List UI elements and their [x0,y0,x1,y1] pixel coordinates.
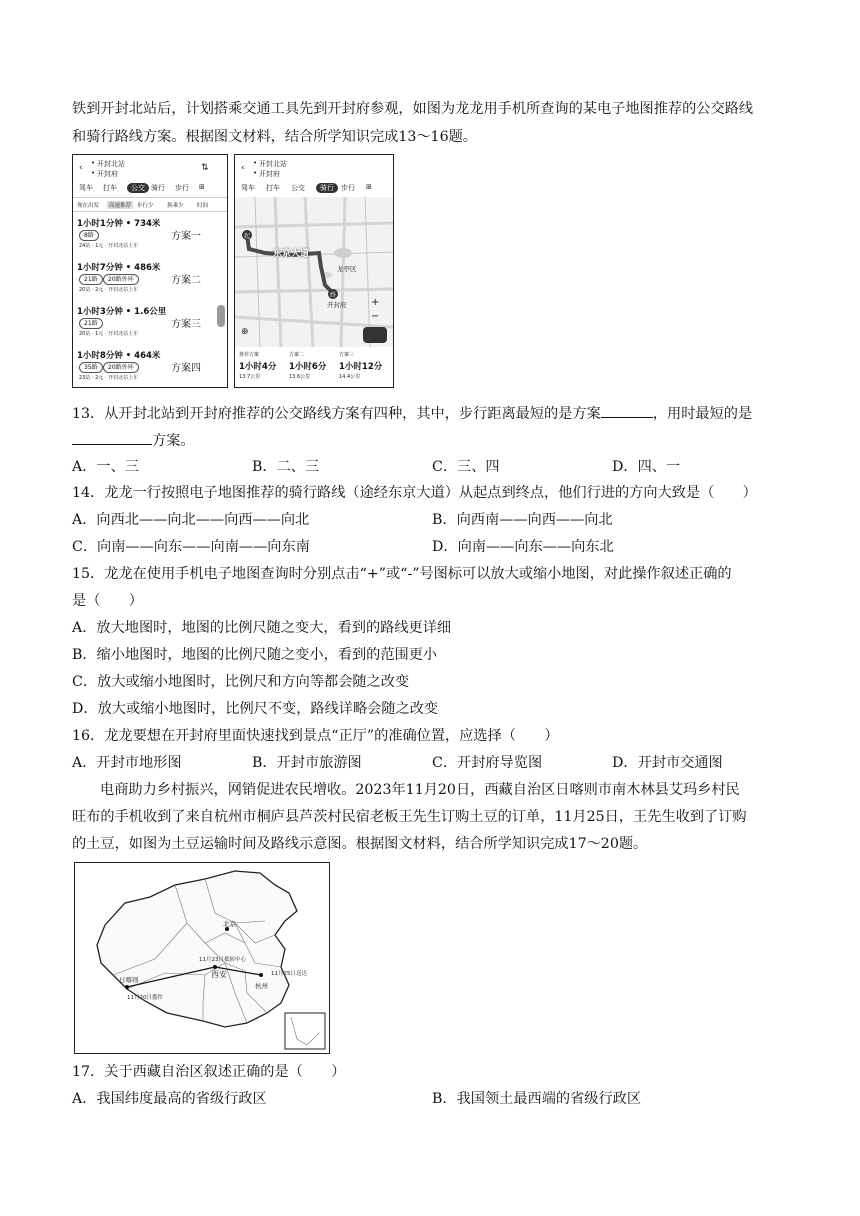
plan-summary[interactable]: 1小时3分钟 • 1.6公里 [77,307,167,317]
road-label: 东京大道 [273,249,310,259]
q13-line1 [72,403,752,423]
filter-item[interactable]: 高速推荐 [109,203,132,209]
cycling-option-time[interactable]: 1小时6分 [289,362,327,372]
q16-option-c[interactable]: C．开封府导览图 [432,755,543,771]
intro2-line2: 旺布的手机收到了来自杭州市桐庐县芦茨村民宿老板王先生订购土豆的订单，11月25日，王先生收到了订购 [72,809,747,825]
rikaze-note: 11月20日揽件 [127,995,163,1001]
q16-option-b[interactable]: B．开封市旅游图 [252,755,362,771]
intro2-line3: 的土豆，如图为土豆运输时间及路线示意图。根据图文材料，结合所学知识完成17～20题。 [72,836,648,852]
xian-note: 11月23日抵转中心 [199,957,246,963]
cycling-option-name[interactable]: 方案二 [289,352,305,358]
cycling-option-name[interactable]: 方案三 [339,352,355,358]
hangzhou-note: 11月25日送达 [271,971,307,977]
bus-line-badge: 35路 [79,362,103,373]
plan-summary[interactable]: 1小时1分钟 • 734米 [77,219,161,229]
q16-option-d[interactable]: D．开封市交通图 [612,755,723,771]
plan-note: 20站 · 2元 · 开封北站上车 [79,287,139,293]
plan-label: 方案一 [171,231,201,242]
q13-option-c[interactable]: C．三、四 [432,459,500,475]
origin-dot: • [253,159,258,167]
plan-note: 24站 · 1元 · 开封北站上车 [79,243,139,249]
filter-item[interactable]: 换乘少 [167,203,184,209]
hangzhou-label: 杭州 [255,982,268,990]
tab-item[interactable]: 打车 [266,184,280,192]
q17-stem: 17．关于西藏自治区叙述正确的是（ ） [72,1064,346,1080]
route-map [235,197,393,347]
q17-option-b[interactable]: B．我国领土最西端的省级行政区 [432,1091,642,1107]
start-marker: 起 [244,233,251,240]
filter-item[interactable]: 时间 [197,203,209,209]
tab-item[interactable]: 步行 [175,184,189,192]
bus-line-badge: 8路 [79,230,99,241]
q15-option-b[interactable]: B．缩小地图时，地图的比例尺随之变小，看到的范围更小 [72,647,438,663]
q15-option-c[interactable]: C．放大或缩小地图时，比例尺和方向等都会随之改变 [72,674,410,690]
q16-stem: 16．龙龙要想在开封府里面快速找到景点“正厅”的准确位置，应选择（ ） [72,728,559,744]
cycling-option-time[interactable]: 1小时12分 [339,362,383,372]
zoom-in-icon[interactable]: + [371,297,380,308]
tab-item[interactable]: 驾车 [79,184,93,192]
cycling-option-time[interactable]: 1小时4分 [239,362,277,372]
tab-item[interactable]: 骑行 [151,184,165,192]
q17-option-a[interactable]: A．我国纬度最高的省级行政区 [72,1091,267,1107]
origin-label: 开封北站 [97,160,125,168]
q15-line1: 15．龙龙在使用手机电子地图查询时分别点击“+”或“-”号图标可以放大或缩小地图，对此操作叙述正确的 [72,566,732,582]
q13-blank1[interactable] [601,403,653,418]
tab-item[interactable]: 公交 [291,184,305,192]
tab-item[interactable]: 打车 [103,184,117,192]
tab-item[interactable]: ⊞ [199,183,205,191]
q15-option-d[interactable]: D．放大或缩小地图时，比例尺不变，路线详略会随之改变 [72,701,439,717]
plan-summary[interactable]: 1小时7分钟 • 486米 [77,263,161,273]
plan-note: 23站 · 2元 · 开封北站上车 [79,375,139,381]
bus-line-badge: 20路外环 [103,274,139,285]
q14-option-d[interactable]: D．向南——向东——向东北 [432,539,614,555]
potato-transport-map [74,862,330,1054]
place-label: 龙亭区 [337,265,357,273]
rikaze-label: 日喀则 [119,976,139,984]
dest-label: 开封府 [97,170,118,178]
plan-note: 20站 · 1元 · 开封北站上车 [79,331,139,337]
plan-label: 方案四 [171,363,201,374]
q14-stem: 14．龙龙一行按照电子地图推荐的骑行路线（途经东京大道）从起点到终点，他们行进的方向大致是（ ） [72,485,757,501]
end-marker: 终 [330,292,337,299]
q13-option-d[interactable]: D．四、一 [612,459,681,475]
cycling-route-screenshot [234,154,394,388]
swap-icon[interactable]: ⇅ [201,163,209,173]
q14-option-b[interactable]: B．向西南——向西——向北 [432,512,613,528]
origin-dot: • [91,159,96,167]
q16-option-a[interactable]: A．开封市地形图 [72,755,182,771]
navigate-button[interactable] [363,327,387,343]
plan-label: 方案三 [171,319,201,330]
zoom-out-icon[interactable]: − [371,311,380,322]
q13-stem-mid: ，用时最短的是 [652,406,753,422]
origin-label: 开封北站 [259,160,287,168]
plan-summary[interactable]: 1小时8分钟 • 464米 [77,351,161,361]
q14-option-a[interactable]: A．向西北——向北——向西——向北 [72,512,310,528]
plan-label: 方案二 [171,275,201,286]
tab-item[interactable]: 骑行 [316,183,338,193]
dest-dot: • [253,169,258,177]
back-icon[interactable]: ‹ [241,163,245,173]
q13-option-b[interactable]: B．二、三 [252,459,320,475]
bus-line-badge: 21路 [79,318,103,329]
q13-stem: 13．从开封北站到开封府推荐的公交路线方案有四种，其中，步行距离最短的是方案 [72,406,601,422]
locate-icon[interactable]: ⊕ [241,327,249,337]
q13-option-a[interactable]: A．一、三 [72,459,139,475]
q15-line2: 是（ ） [72,593,143,609]
bus-line-badge: 21路 [79,274,103,285]
dest-label: 开封府 [259,170,280,178]
q14-option-c[interactable]: C．向南——向东——向南——向东南 [72,539,310,555]
beijing-label: 北京 [223,920,236,928]
intro2-line1: 电商助力乡村振兴，网销促进农民增收。2023年11月20日，西藏自治区日喀则市南木林县艾玛乡村民 [100,782,740,798]
q13-line2 [72,430,195,450]
end-label: 开封府 [327,301,347,309]
back-icon[interactable]: ‹ [79,163,83,173]
dest-dot: • [91,169,96,177]
bus-line-badge: 20路外环 [103,362,139,373]
tab-item[interactable]: ⊞ [366,183,372,191]
cycling-option-dist: 14.4公里 [339,374,361,380]
cycling-option-dist: 13.7公里 [239,374,261,380]
scroll-handle[interactable] [217,305,225,327]
xian-label: 西安 [211,970,227,979]
filter-item[interactable]: 步行少 [137,203,154,209]
tab-item[interactable]: 步行 [341,184,355,192]
cycling-option-name[interactable]: 推荐方案 [239,352,260,358]
intro1-line2: 和骑行路线方案。根据图文材料，结合所学知识完成13～16题。 [72,129,477,145]
bus-route-screenshot [72,154,228,388]
tab-item[interactable]: 驾车 [241,184,255,192]
intro1-line1: 铁到开封北站后，计划搭乘交通工具先到开封府参观，如图为龙龙用手机所查询的某电子地图推荐的公交路线 [72,101,754,117]
q15-option-a[interactable]: A．放大地图时，地图的比例尺随之变大，看到的路线更详细 [72,620,452,636]
filter-item[interactable]: 现在出发 [77,203,100,209]
cycling-option-dist: 13.6公里 [289,374,311,380]
q13-blank2[interactable] [72,430,152,445]
tab-item[interactable]: 公交 [127,183,149,193]
q13-stem-end: 方案。 [152,433,195,449]
